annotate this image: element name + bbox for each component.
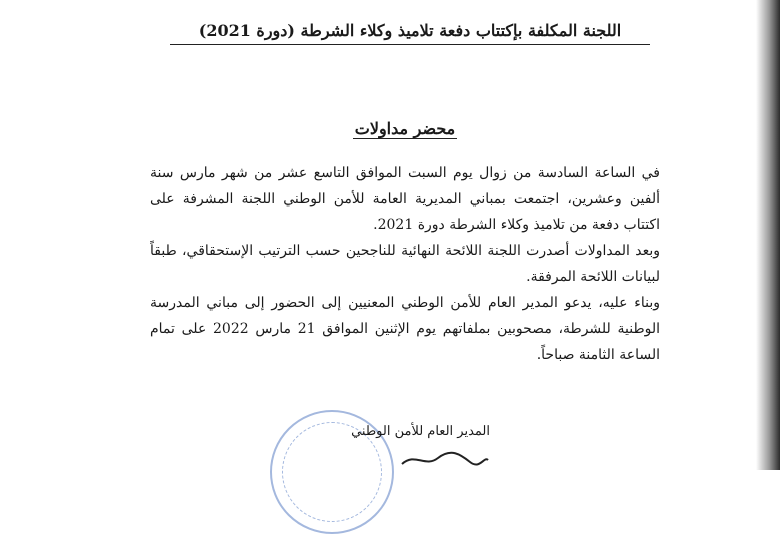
scan-page-edge	[756, 0, 780, 470]
signatory-title: المدير العام للأمن الوطني	[351, 424, 490, 439]
signature-icon	[400, 450, 490, 470]
document-title-text: محضر مداولات	[354, 119, 456, 138]
paragraph-meeting: في الساعة السادسة من زوال يوم السبت الموافق التاسع عشر من شهر مارس سنة ألفين وعشرين، اجتمعت بمباني المديرية العامة للأمن الوطني اللجنة المشرفة على اكتتاب دفعة من تلاميذ وكلاء الشرطة دورة 2021.	[150, 165, 660, 233]
document-title	[150, 118, 660, 140]
paragraph-results: وبعد المداولات أصدرت اللجنة اللائحة النهائية للناجحين حسب الترتيب الإستحقاقي، طبقاً لبيانات اللائحة المرفقة.	[150, 243, 660, 285]
document-body	[150, 160, 660, 368]
signature-block	[270, 410, 490, 470]
document-page	[150, 0, 660, 470]
committee-header: اللجنة المكلفة بإكتتاب دفعة تلاميذ وكلاء الشرطة (دورة 2021)	[170, 20, 650, 45]
paragraph-summons: وبناء عليه، يدعو المدير العام للأمن الوطني المعنيين إلى الحضور إلى مباني المدرسة الوطنية للشرطة، مصحوبين بملفاتهم يوم الإثنين الموافق 21 مارس 2022 على تمام الساعة الثامنة صباحاً.	[150, 295, 661, 363]
